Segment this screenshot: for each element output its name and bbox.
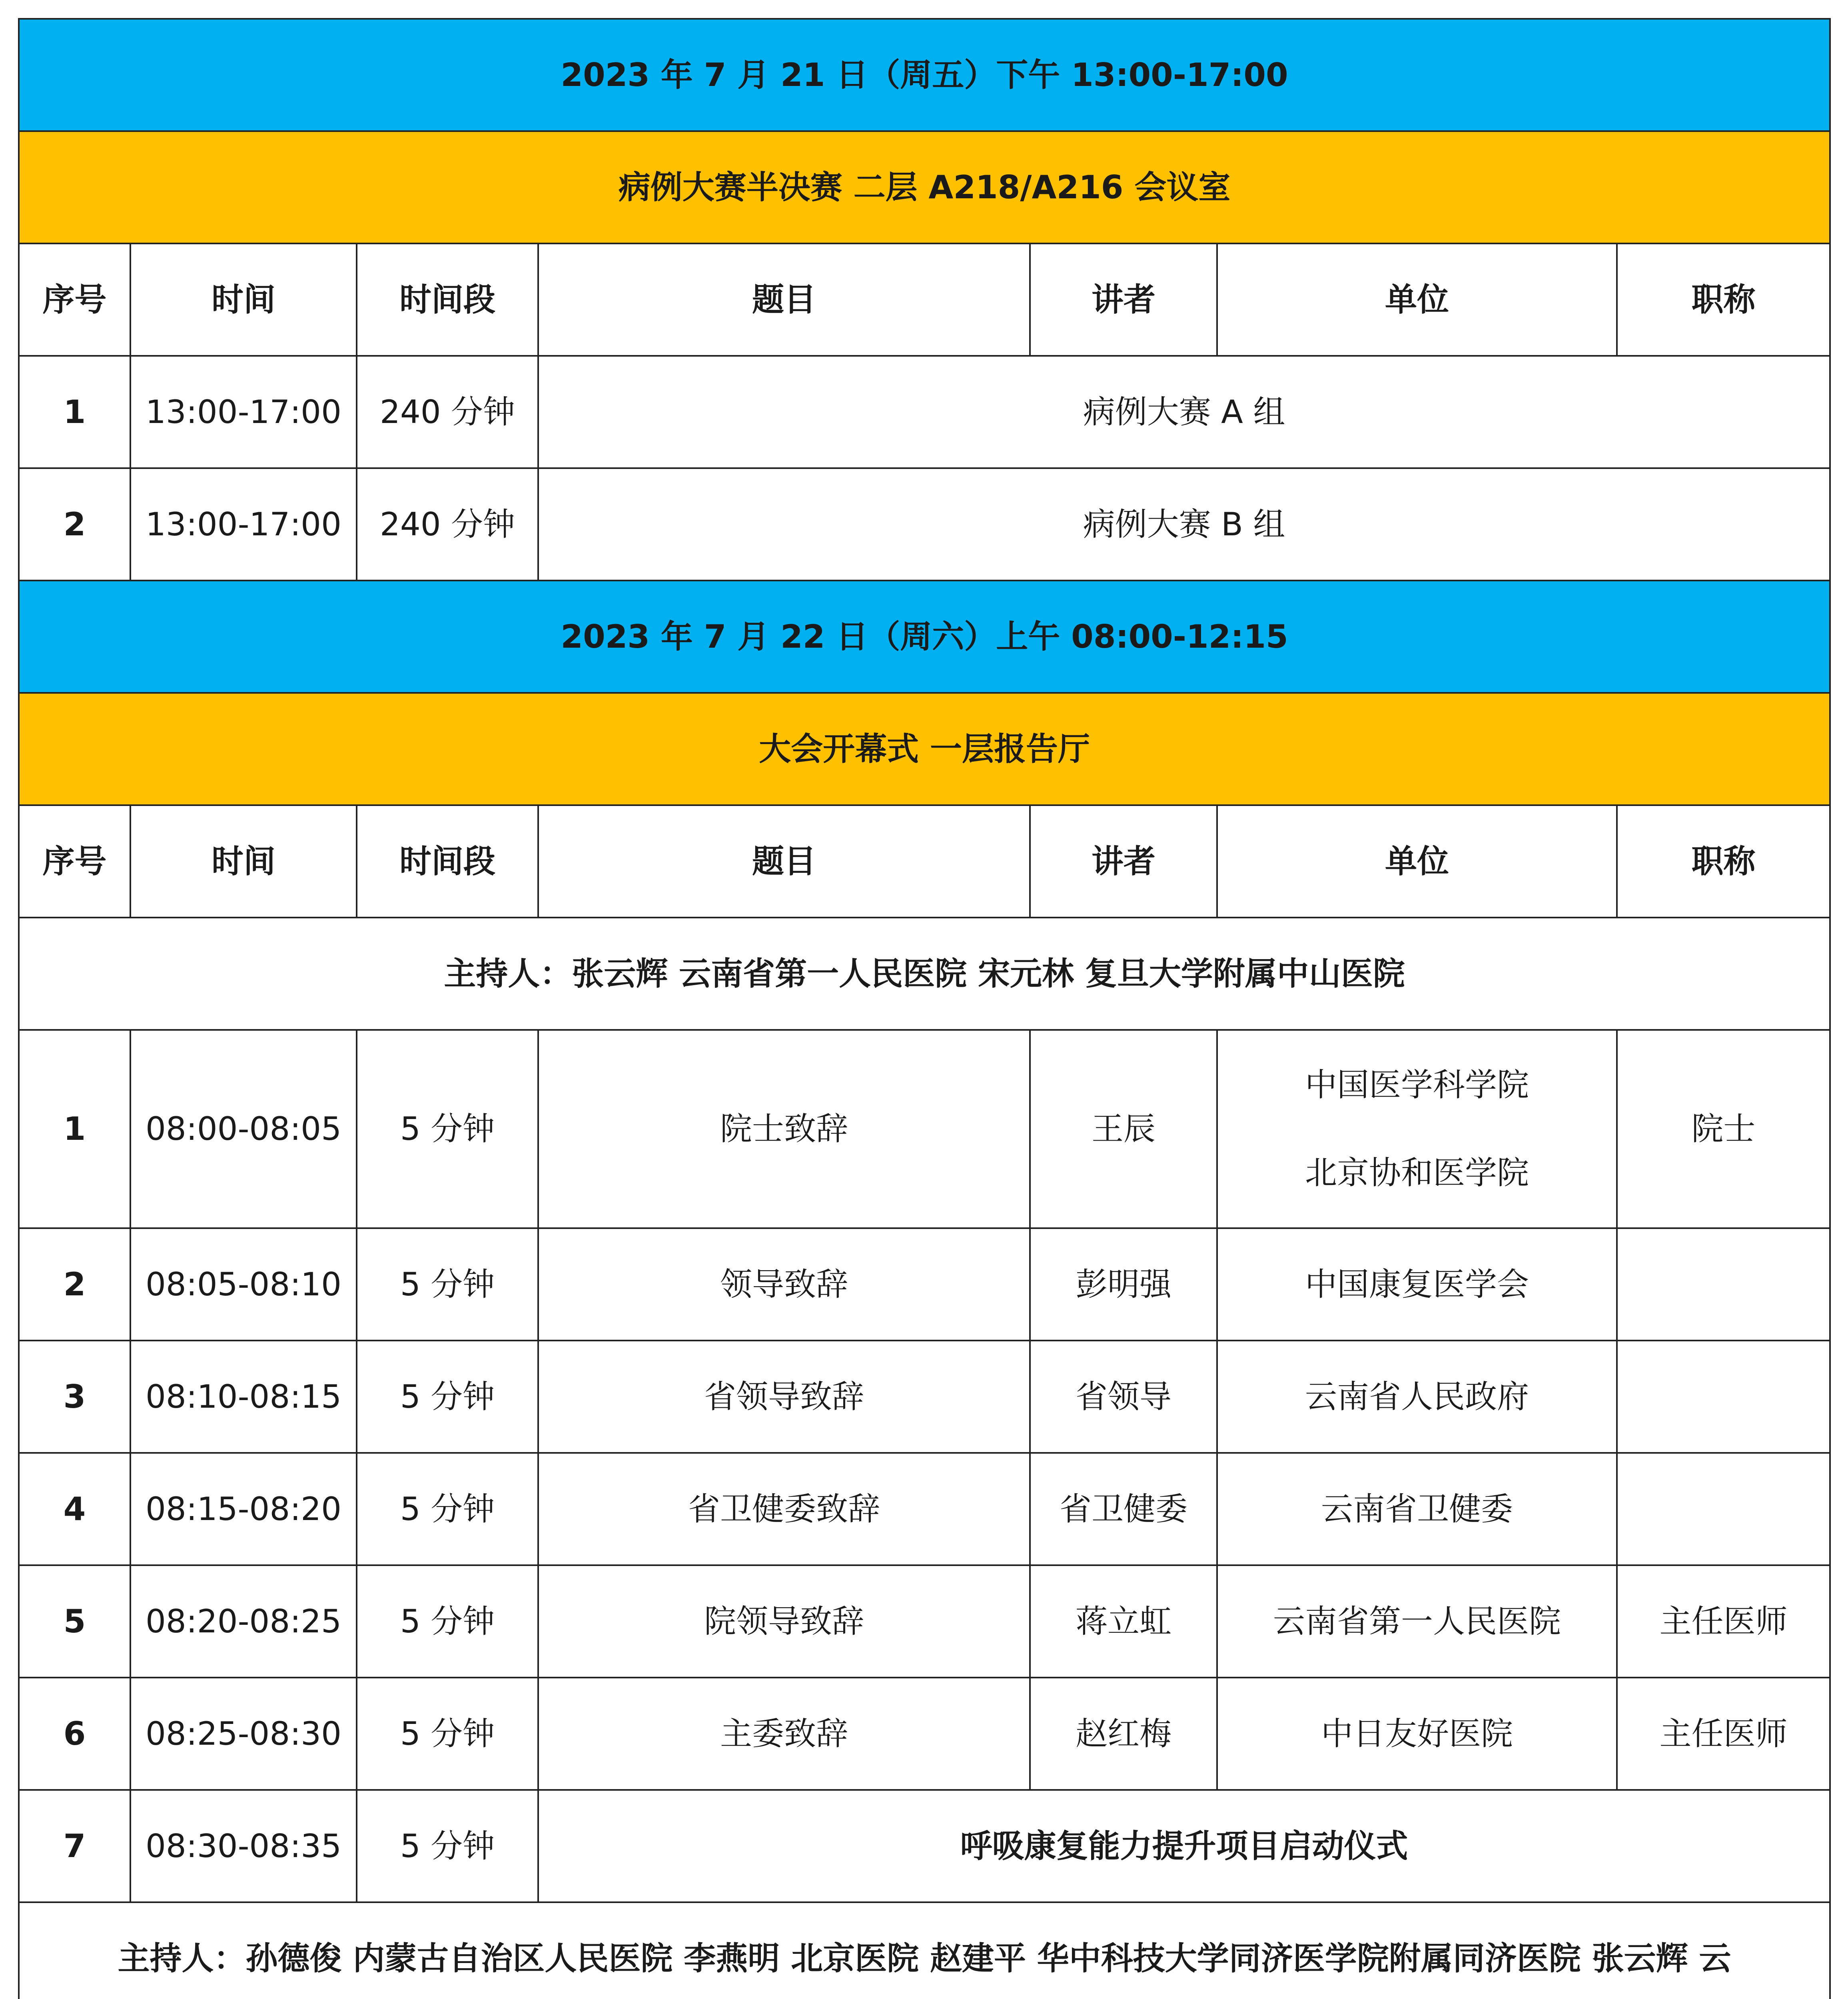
host-row xyxy=(19,1902,1830,1999)
row-time: 08:15-08:20 xyxy=(130,1453,357,1565)
row-title: 主委致辞 xyxy=(538,1678,1030,1790)
row-unit: 云南省卫健委 xyxy=(1217,1453,1617,1565)
table-header-row xyxy=(19,805,1830,918)
row-time: 13:00-17:00 xyxy=(130,468,357,581)
col-header-duration: 时间段 xyxy=(357,805,538,918)
row-speaker: 蒋立虹 xyxy=(1030,1565,1217,1678)
row-speaker: 彭明强 xyxy=(1030,1228,1217,1341)
row-speaker: 王辰 xyxy=(1030,1030,1217,1228)
row-no: 5 xyxy=(19,1565,130,1678)
row-unit-line: 中国医学科学院 xyxy=(1305,1066,1529,1103)
col-header-position: 职称 xyxy=(1617,805,1830,918)
row-speaker: 省领导 xyxy=(1030,1341,1217,1453)
col-header-position: 职称 xyxy=(1617,243,1830,356)
row-speaker: 赵红梅 xyxy=(1030,1678,1217,1790)
table-row xyxy=(19,356,1830,468)
row-duration: 5 分钟 xyxy=(357,1678,538,1790)
row-time: 08:10-08:15 xyxy=(130,1341,357,1453)
row-duration: 240 分钟 xyxy=(357,356,538,468)
row-no: 2 xyxy=(19,468,130,581)
session-label: 病例大赛半决赛 二层 A218/A216 会议室 xyxy=(19,131,1830,243)
col-header-duration: 时间段 xyxy=(357,243,538,356)
row-position xyxy=(1617,1453,1830,1565)
row-duration: 240 分钟 xyxy=(357,468,538,581)
col-header-title: 题目 xyxy=(538,805,1030,918)
row-duration: 5 分钟 xyxy=(357,1341,538,1453)
host-line: 主持人：孙德俊 内蒙古自治区人民医院 李燕明 北京医院 赵建平 华中科技大学同济医学院附属同济医院 张云辉 云 xyxy=(118,1939,1731,1977)
row-no: 4 xyxy=(19,1453,130,1565)
host-label: 主持人：张云辉 云南省第一人民医院 宋元林 复旦大学附属中山医院 xyxy=(19,918,1830,1030)
col-header-no: 序号 xyxy=(19,243,130,356)
row-unit: 中国康复医学会 xyxy=(1217,1228,1617,1341)
table-row xyxy=(19,1678,1830,1790)
col-header-time: 时间 xyxy=(130,243,357,356)
session-bar-day2 xyxy=(19,693,1830,805)
session-bar-day1 xyxy=(19,131,1830,243)
row-position xyxy=(1617,1341,1830,1453)
table-row xyxy=(19,1030,1830,1228)
row-no: 7 xyxy=(19,1790,130,1902)
row-title: 呼吸康复能力提升项目启动仪式 xyxy=(538,1790,1830,1902)
row-title: 省卫健委致辞 xyxy=(538,1453,1030,1565)
row-duration: 5 分钟 xyxy=(357,1565,538,1678)
col-header-speaker: 讲者 xyxy=(1030,243,1217,356)
date-label: 2023 年 7 月 22 日（周六）上午 08:00-12:15 xyxy=(19,581,1830,693)
row-duration: 5 分钟 xyxy=(357,1790,538,1902)
schedule-table xyxy=(18,18,1831,1999)
row-title: 院领导致辞 xyxy=(538,1565,1030,1678)
row-time: 08:25-08:30 xyxy=(130,1678,357,1790)
table-row xyxy=(19,468,1830,581)
table-row xyxy=(19,1341,1830,1453)
row-position: 主任医师 xyxy=(1617,1565,1830,1678)
date-label: 2023 年 7 月 21 日（周五）下午 13:00-17:00 xyxy=(19,19,1830,131)
table-row xyxy=(19,1565,1830,1678)
row-time: 08:00-08:05 xyxy=(130,1030,357,1228)
row-unit: 云南省第一人民医院 xyxy=(1217,1565,1617,1678)
row-title: 省领导致辞 xyxy=(538,1341,1030,1453)
row-time: 08:30-08:35 xyxy=(130,1790,357,1902)
row-no: 6 xyxy=(19,1678,130,1790)
table-header-row xyxy=(19,243,1830,356)
row-position xyxy=(1617,1228,1830,1341)
row-speaker: 省卫健委 xyxy=(1030,1453,1217,1565)
row-time: 13:00-17:00 xyxy=(130,356,357,468)
date-bar-day1 xyxy=(19,19,1830,131)
col-header-time: 时间 xyxy=(130,805,357,918)
table-row xyxy=(19,1453,1830,1565)
row-title: 病例大赛 A 组 xyxy=(538,356,1830,468)
row-duration: 5 分钟 xyxy=(357,1228,538,1341)
row-no: 2 xyxy=(19,1228,130,1341)
table-row xyxy=(19,1228,1830,1341)
row-unit-line: 北京协和医学院 xyxy=(1305,1154,1529,1191)
col-header-unit: 单位 xyxy=(1217,243,1617,356)
row-duration: 5 分钟 xyxy=(357,1453,538,1565)
row-duration: 5 分钟 xyxy=(357,1030,538,1228)
row-unit: 云南省人民政府 xyxy=(1217,1341,1617,1453)
row-position: 主任医师 xyxy=(1617,1678,1830,1790)
col-header-no: 序号 xyxy=(19,805,130,918)
col-header-title: 题目 xyxy=(538,243,1030,356)
date-bar-day2 xyxy=(19,581,1830,693)
col-header-unit: 单位 xyxy=(1217,805,1617,918)
table-row xyxy=(19,1790,1830,1902)
row-unit: 中日友好医院 xyxy=(1217,1678,1617,1790)
col-header-speaker: 讲者 xyxy=(1030,805,1217,918)
row-no: 3 xyxy=(19,1341,130,1453)
row-time: 08:05-08:10 xyxy=(130,1228,357,1341)
row-unit xyxy=(1217,1030,1617,1228)
row-no: 1 xyxy=(19,1030,130,1228)
row-position: 院士 xyxy=(1617,1030,1830,1228)
host-row xyxy=(19,918,1830,1030)
row-no: 1 xyxy=(19,356,130,468)
session-label: 大会开幕式 一层报告厅 xyxy=(19,693,1830,805)
row-time: 08:20-08:25 xyxy=(130,1565,357,1678)
row-title: 病例大赛 B 组 xyxy=(538,468,1830,581)
host-label xyxy=(19,1902,1830,1999)
row-title: 院士致辞 xyxy=(538,1030,1030,1228)
row-title: 领导致辞 xyxy=(538,1228,1030,1341)
